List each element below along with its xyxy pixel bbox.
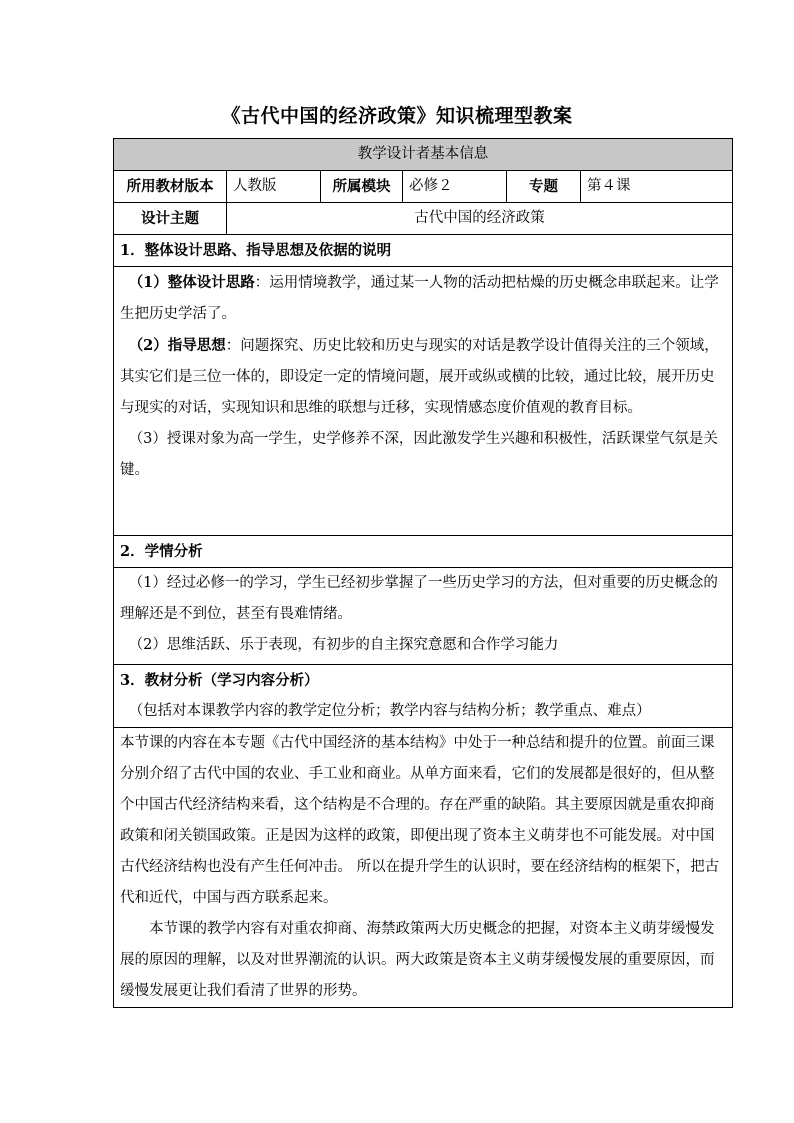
audience-paragraph: （3）授课对象为高一学生，史学修养不深，因此激发学生兴趣和积极性，活跃课堂气氛是关键。 bbox=[120, 431, 718, 478]
section2-body bbox=[114, 568, 733, 665]
section3-heading: 3．教材分析（学习内容分析） bbox=[120, 672, 319, 689]
module-value: 必修２ bbox=[403, 171, 507, 203]
lesson-plan-table bbox=[113, 138, 733, 1008]
section1-heading: 1．整体设计思路、指导思想及依据的说明 bbox=[114, 235, 733, 267]
textbook-analysis-2: 本节课的教学内容有对重农抑商、海禁政策两大历史概念的把握，对资本主义萌芽缓慢发展的原因的理解，以及对世界潮流的认识。两大政策是资本主义萌芽缓慢发展的重要原因，而缓慢发展更让我们看清了世界的形势。 bbox=[120, 921, 715, 999]
design-approach-text: ：运用情境教学，通过某一人物的活动把枯燥的历史概念串联起来。让学生把历史学活了。 bbox=[120, 275, 719, 322]
section2-heading: 2．学情分析 bbox=[114, 536, 733, 568]
theme-label: 设计主题 bbox=[114, 203, 227, 235]
learner-analysis-1: （1）经过必修一的学习，学生已经初步掌握了一些历史学习的方法，但对重要的历史概念的理解还是不到位，甚至有畏难情绪。 bbox=[120, 575, 718, 622]
module-label: 所属模块 bbox=[321, 171, 403, 203]
section3-header-cell bbox=[114, 665, 733, 728]
edition-label: 所用教材版本 bbox=[114, 171, 227, 203]
section3-note: （包括对本课教学内容的教学定位分析；教学内容与结构分析；教学重点、难点） bbox=[128, 703, 651, 719]
section1-body bbox=[114, 267, 733, 536]
theme-value: 古代中国的经济政策 bbox=[227, 203, 733, 235]
topic-value: 第４课 bbox=[581, 171, 733, 203]
design-approach-paragraph bbox=[120, 267, 726, 330]
section3-body bbox=[114, 728, 733, 1008]
edition-value: 人教版 bbox=[227, 171, 321, 203]
guiding-thought-label: （2）指导思想 bbox=[128, 337, 226, 354]
learner-analysis-2: （2）思维活跃、乐于表现，有初步的自主探究意愿和合作学习能力 bbox=[128, 637, 559, 653]
topic-label: 专题 bbox=[507, 171, 581, 203]
design-approach-label: （1）整体设计思路 bbox=[128, 274, 255, 291]
textbook-analysis-1: 本节课的内容在本专题《古代中国经济的基本结构》中处于一种总结和提升的位置。前面三课分别介绍了古代中国的农业、手工业和商业。从单方面来看，它们的发展都是很好的，但从整个中国古代经济结构来看，这个结构是不合理的。存在严重的缺陷。其主要原因就是重农抑商政策和闭关锁国政策。正是因为这样的政策，即便出现了资本主义萌芽也不可能发展。对中国古代经济结构也没有产生任何冲击。 所以在提升学生的认识时，要在经济结构的框架下，把古代和近代，中国与西方联系起来。 bbox=[120, 735, 720, 906]
designer-info-header: 教学设计者基本信息 bbox=[114, 139, 733, 171]
guiding-thought-text: ：问题探究、历史比较和历史与现实的对话是教学设计值得关注的三个领域，其实它们是三位一体的，即设定一定的情境问题，展开或纵或横的比较，通过比较，展开历史与现实的对话，实现知识和思维的联想与迁移，实现情感态度价值观的教育目标。 bbox=[120, 338, 719, 416]
guiding-thought-paragraph bbox=[120, 330, 726, 424]
document-title: 《古代中国的经济政策》知识梳理型教案 bbox=[221, 105, 573, 127]
